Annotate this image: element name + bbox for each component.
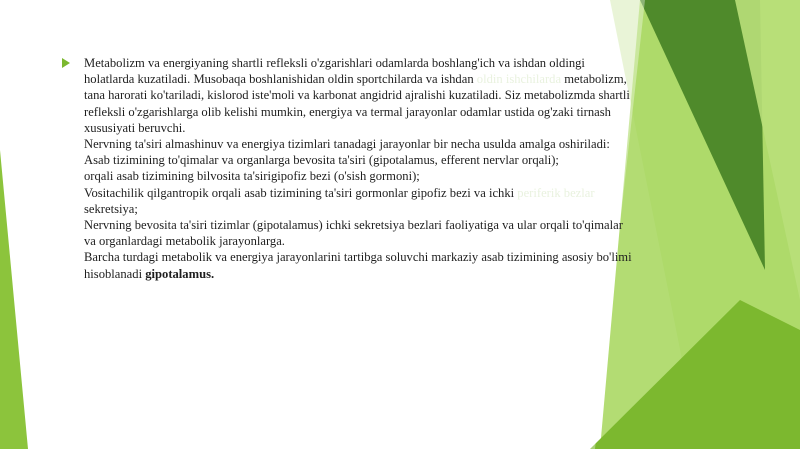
text-line: Nervning bevosita ta'siri tizimlar (gipotalamus) ichki sekretsiya bezlari faoliyatiga va ular orqali to'qimalar <box>84 218 623 233</box>
text-fragment: holatlarda kuzatiladi. Musobaqa boshlanishidan oldin sportchilarda va ishdan <box>84 72 474 87</box>
text-fragment: Vositachilik qilgantropik orqali asab tizimining ta'siri gormonlar gipofiz bezi va ichki <box>84 185 515 200</box>
slide-body <box>62 55 742 282</box>
text-line: sekretsiya; <box>84 201 138 216</box>
text-line <box>84 266 742 282</box>
text-line <box>84 71 742 87</box>
text-line: tana harorati ko'tariladi, kislorod iste'moli va karbonat angidrid ajralishi kuzatiladi. Siz metabolizmda shartli <box>84 88 630 103</box>
text-fragment: metabolizm, <box>564 72 627 87</box>
text-line: orqali asab tizimining bilvosita ta'sirigipofiz bezi (o'sish gormoni); <box>84 169 420 184</box>
text-line <box>84 185 742 201</box>
text-line: Barcha turdagi metabolik va energiya jarayonlarini tartibga soluvchi markaziy asab tizimining asosiy bo'limi <box>84 250 632 265</box>
text-line: xususiyati beruvchi. <box>84 120 186 135</box>
left-green-stripe <box>0 150 28 449</box>
triangle-arrow-icon <box>62 58 70 68</box>
text-line: va organlardagi metabolik jarayonlarga. <box>84 234 285 249</box>
faint-text: periferik bezlar <box>517 185 595 200</box>
bullet-text <box>84 55 742 282</box>
text-fragment: hisoblanadi <box>84 266 143 281</box>
text-line: Asab tizimining to'qimalar va organlarga bevosita ta'siri (gipotalamus, efferent nervlar orqali); <box>84 153 559 168</box>
text-line: refleksli o'zgarishlarga olib kelishi mumkin, energiya va termal jarayonlar odamlar ustida og'zaki tirnash <box>84 104 611 119</box>
text-line: Nervning ta'siri almashinuv va energiya tizimlari tanadagi jarayonlar bir necha usulda amalga oshiriladi: <box>84 137 610 152</box>
bold-keyword: gipotalamus. <box>145 266 215 281</box>
text-line: Metabolizm va energiyaning shartli refleksli o'zgarishlari odamlarda boshlang'ich va ishdan oldingi <box>84 56 585 70</box>
faint-text: oldin ishchilarda <box>476 72 562 87</box>
